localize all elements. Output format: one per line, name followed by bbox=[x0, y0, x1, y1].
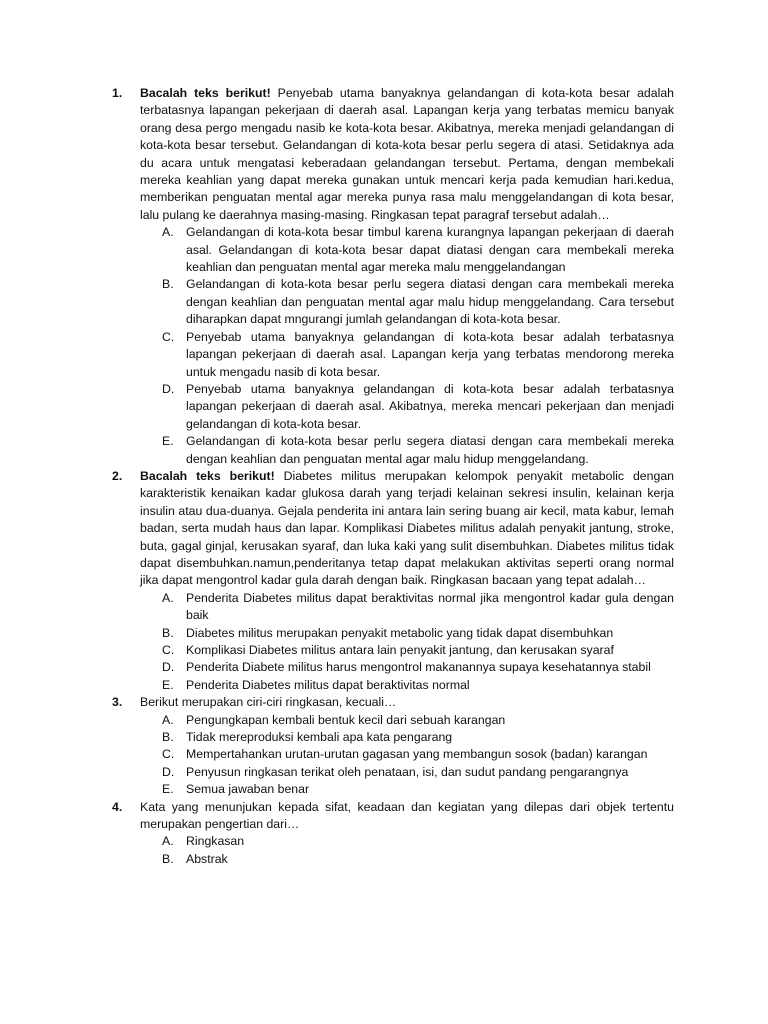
option-letter: D. bbox=[162, 381, 175, 396]
question-lead: Bacalah teks berikut! bbox=[140, 468, 275, 483]
option-text: Gelandangan di kota-kota besar perlu segera diatasi dengan cara membekali mereka dengan keahlian dan penguatan mental agar malu hidup menggelandang. Cara tersebut diharapkan dapat mngurangi jumlah gelandangan di kota-kota besar. bbox=[186, 277, 674, 327]
option-letter: E. bbox=[162, 434, 174, 449]
option-letter: C. bbox=[162, 329, 175, 344]
option-d bbox=[162, 764, 674, 781]
question-passage: Penyebab utama banyaknya gelandangan di kota-kota besar adalah terbatasnya lapangan pekerjaan di daerah asal. Lapangan kerja yang terbatas memicu banyak orang desa pergo mengadu nasib ke kota-kota besar. Akibatnya, mereka menjadi gelandangan di kota-kota besar tersebut. Gelandangan di kota-kota besar perlu segera di atasi. Setidaknya ada du acara untuk mengatasi keberadaan gelandangan tersebut. Pertama, dengan membekali mereka keahlian yang dapat mereka gunakan untuk mencari kerja pada kemudian hari.kedua, memberikan penguatan mental agar mereka punya rasa malu menggelandangan di kota besar, lalu pulang ke daerahnya masing-masing. Ringkasan tepat paragraf tersebut adalah… bbox=[140, 86, 675, 222]
question-number: 1. bbox=[112, 86, 123, 100]
option-text: Penyusun ringkasan terikat oleh penataan, isi, dan sudut pandang pengarangnya bbox=[186, 764, 629, 779]
question-2 bbox=[112, 468, 674, 694]
option-letter: B. bbox=[162, 851, 174, 866]
option-letter: C. bbox=[162, 747, 175, 762]
option-letter: D. bbox=[162, 764, 175, 779]
option-b bbox=[162, 625, 674, 642]
question-lead: Bacalah teks berikut! bbox=[140, 86, 271, 100]
option-c bbox=[162, 329, 674, 381]
option-letter: E. bbox=[162, 677, 174, 692]
option-text: Penderita Diabete militus harus mengontrol makanannya supaya kesehatannya stabil bbox=[186, 660, 651, 675]
option-letter: A. bbox=[162, 590, 174, 605]
option-a bbox=[162, 224, 674, 276]
option-d bbox=[162, 381, 674, 433]
option-b bbox=[162, 276, 674, 328]
option-b bbox=[162, 851, 674, 868]
option-text: Penderita Diabetes militus dapat beraktivitas normal bbox=[186, 677, 470, 692]
option-letter: D. bbox=[162, 660, 175, 675]
option-text: Semua jawaban benar bbox=[186, 782, 310, 797]
option-text: Penyebab utama banyaknya gelandangan di kota-kota besar adalah terbatasnya lapangan pekerjaan di daerah asal. Akibatnya, mereka mencari pekerjaan dan menjadi gelandangan di kota-kota besar. bbox=[186, 381, 674, 431]
option-letter: B. bbox=[162, 730, 174, 745]
question-passage: Diabetes militus merupakan kelompok penyakit metabolic dengan karakteristik kenaikan kadar glukosa darah yang terjadi kelainan sekresi insulin, kelainan kerja insulin atau dua-duanya. Gejala penderita ini antara lain sering buang air kecil, mata kabur, lemah badan, serta mudah haus dan lapar. Komplikasi Diabetes militus adalah penyakit jantung, stroke, buta, gagal ginjal, kerusakan syaraf, dan luka kaki yang sulit disembuhkan. Diabetes militus tidak dapat disembuhkan.namun,penderitanya tetap dapat melakukan aktivitas seperti orang normal jika dapat mengontrol kadar gula darah dengan baik. Ringkasan bacaan yang tepat adalah… bbox=[140, 468, 674, 588]
option-a bbox=[162, 590, 674, 625]
option-text: Penderita Diabetes militus dapat beraktivitas normal jika mengontrol kadar gula dengan baik bbox=[186, 590, 674, 623]
question-text: Berikut merupakan ciri-ciri ringkasan, kecuali… bbox=[140, 695, 397, 710]
question-number: 2. bbox=[112, 468, 123, 483]
question-number: 3. bbox=[112, 695, 123, 710]
question-text bbox=[140, 468, 674, 590]
question-number: 4. bbox=[112, 799, 123, 814]
option-text: Penyebab utama banyaknya gelandangan di kota-kota besar adalah terbatasnya lapangan pekerjaan di daerah asal. Lapangan kerja yang terbatas mendorong mereka untuk mengadu nasib di kota besar. bbox=[186, 329, 674, 379]
option-text: Abstrak bbox=[186, 851, 228, 866]
option-text: Ringkasan bbox=[186, 834, 245, 849]
option-letter: B. bbox=[162, 277, 174, 292]
option-a bbox=[162, 712, 674, 729]
option-e bbox=[162, 677, 674, 694]
option-e bbox=[162, 781, 674, 798]
option-text: Tidak mereproduksi kembali apa kata pengarang bbox=[186, 730, 453, 745]
option-b bbox=[162, 729, 674, 746]
question-3 bbox=[112, 694, 674, 798]
option-letter: B. bbox=[162, 625, 174, 640]
option-letter: A. bbox=[162, 225, 174, 240]
option-c bbox=[162, 642, 674, 659]
option-text: Gelandangan di kota-kota besar timbul karena kurangnya lapangan pekerjaan di daerah asal. Gelandangan di kota-kota besar dapat diatasi dengan cara membekali mereka keahlian dan penguatan mental agar mereka malu menggelandangan bbox=[186, 225, 674, 275]
option-text: Pengungkapan kembali bentuk kecil dari sebuah karangan bbox=[186, 712, 506, 727]
question-1 bbox=[112, 85, 674, 468]
option-text: Mempertahankan urutan-urutan gagasan yang membangun sosok (badan) karangan bbox=[186, 747, 648, 762]
option-text: Komplikasi Diabetes militus antara lain penyakit jantung, dan kerusakan syaraf bbox=[186, 643, 614, 657]
option-c bbox=[162, 746, 674, 763]
option-letter: E. bbox=[162, 782, 174, 797]
option-letter: C. bbox=[162, 643, 175, 657]
question-text: Kata yang menunjukan kepada sifat, keadaan dan kegiatan yang dilepas dari objek tertentu merupakan pengertian dari… bbox=[140, 799, 674, 832]
option-text: Diabetes militus merupakan penyakit metabolic yang tidak dapat disembuhkan bbox=[186, 625, 614, 640]
option-d bbox=[162, 659, 674, 676]
question-text bbox=[140, 85, 674, 224]
option-a bbox=[162, 833, 674, 850]
question-4 bbox=[112, 799, 674, 869]
option-letter: A. bbox=[162, 712, 174, 727]
option-letter: A. bbox=[162, 834, 174, 849]
option-text: Gelandangan di kota-kota besar perlu segera diatasi dengan cara membekali mereka dengan keahlian dan penguatan mental agar malu hidup menggelandang. bbox=[186, 434, 674, 466]
option-e bbox=[162, 433, 674, 468]
